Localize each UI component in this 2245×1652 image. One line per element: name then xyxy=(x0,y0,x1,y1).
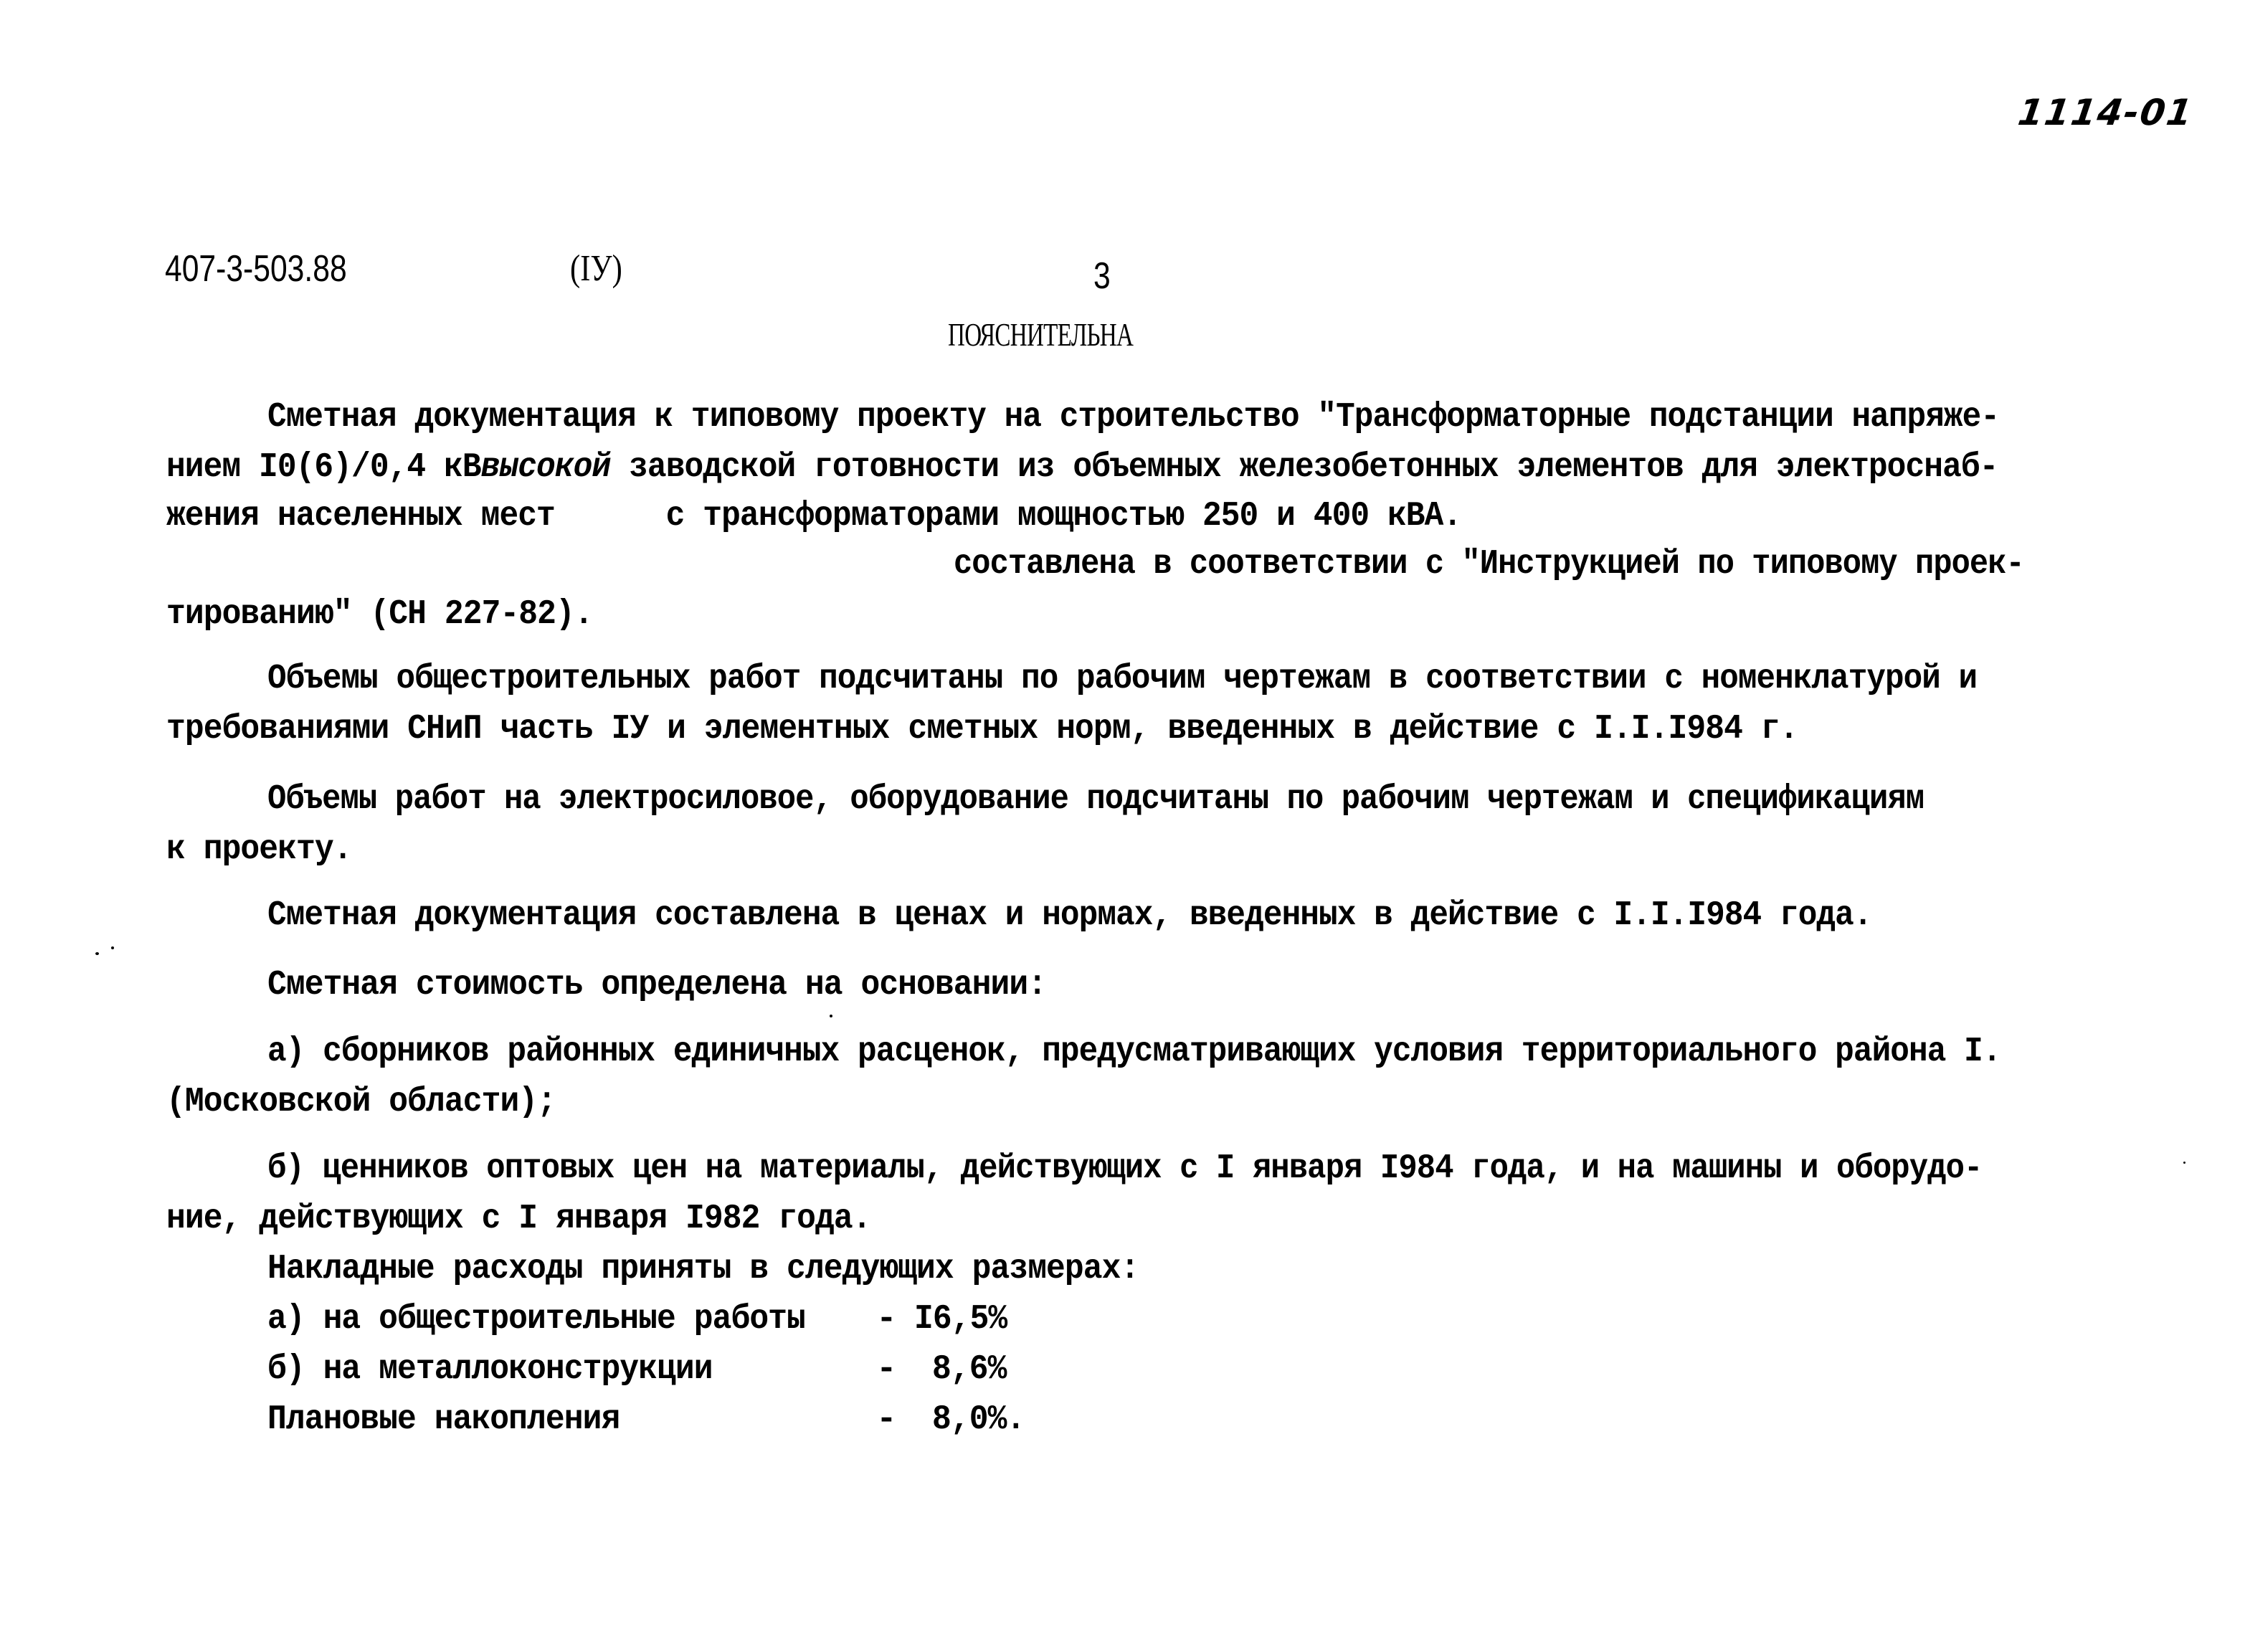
overhead-row-value: 8,6% xyxy=(932,1350,1007,1389)
overhead-row-dash: - xyxy=(876,1400,896,1439)
paragraph-6-line-1: а) сборников районных единичных расценок, предусматривающих условия территориального района I. xyxy=(267,1032,2001,1071)
overhead-row-label: а) на общестроительные работы xyxy=(267,1300,805,1339)
paragraph-1-line-3: жения населенных мест с трансформаторами мощностью 250 и 400 кВА. xyxy=(166,497,1462,536)
paragraph-1-line-1: Сметная документация к типовому проекту на строительство "Трансформаторные подстанции напряже- xyxy=(267,398,2000,437)
overhead-row-dash: - xyxy=(876,1300,896,1339)
handwritten-correction: высокой xyxy=(480,448,611,487)
scan-speck xyxy=(2183,1162,2185,1164)
paragraph-1-line-2 xyxy=(166,448,1998,487)
overheads-heading: Накладные расходы приняты в следующих размерах: xyxy=(267,1250,1139,1288)
overhead-row-value: 8,0%. xyxy=(932,1400,1025,1439)
paragraph-2-line-2: требованиями СНиП часть IУ и элементных сметных норм, введенных в действие с I.I.I984 г. xyxy=(166,710,1798,749)
volume-label: (IУ) xyxy=(570,248,622,289)
page-title: ПОЯСНИТЕЛЬНА xyxy=(948,316,1134,353)
overhead-row-label: Плановые накопления xyxy=(267,1400,620,1439)
page-number: 3 xyxy=(1093,255,1111,297)
paragraph-5-line-1: Сметная стоимость определена на основании: xyxy=(267,966,1047,1005)
paragraph-1-line-4: составлена в соответствии с "Инструкцией по типовому проек- xyxy=(954,545,2024,584)
overhead-row-dash: - xyxy=(876,1350,896,1389)
paragraph-6-line-2: (Московской области); xyxy=(166,1083,556,1121)
paragraph-2-line-1: Объемы общестроительных работ подсчитаны по рабочим чертежам в соответствии с номенклатурой и xyxy=(267,660,1978,698)
voltage-text: нием I0(6)/0,4 кВ xyxy=(166,448,481,487)
paragraph-7-line-1: б) ценников оптовых цен на материалы, действующих с I января I984 года, и на машины и оборудо- xyxy=(267,1149,1983,1188)
document-code: 407-3-503.88 xyxy=(165,248,347,290)
scan-speck xyxy=(111,946,114,949)
scan-speck xyxy=(830,1015,832,1017)
scan-speck xyxy=(95,952,99,955)
overhead-row-label: б) на металлоконструкции xyxy=(267,1350,713,1389)
paragraph-1-line-2-rest: заводской готовности из объемных железобетонных элементов для электроснаб- xyxy=(610,448,1998,487)
paragraph-4-line-1: Сметная документация составлена в ценах и нормах, введенных в действие с I.I.I984 года. xyxy=(267,896,1872,935)
paragraph-1-line-5: тированию" (СН 227-82). xyxy=(166,595,593,634)
paragraph-7-line-2: ние, действующих с I января I982 года. xyxy=(166,1200,871,1238)
paragraph-3-line-1: Объемы работ на электросиловое, оборудование подсчитаны по рабочим чертежам и спецификациям xyxy=(267,780,1924,819)
overhead-row-value: I6,5% xyxy=(914,1300,1007,1339)
paragraph-3-line-2: к проекту. xyxy=(166,830,352,869)
archive-mark: 1114-01 xyxy=(2015,92,2196,133)
